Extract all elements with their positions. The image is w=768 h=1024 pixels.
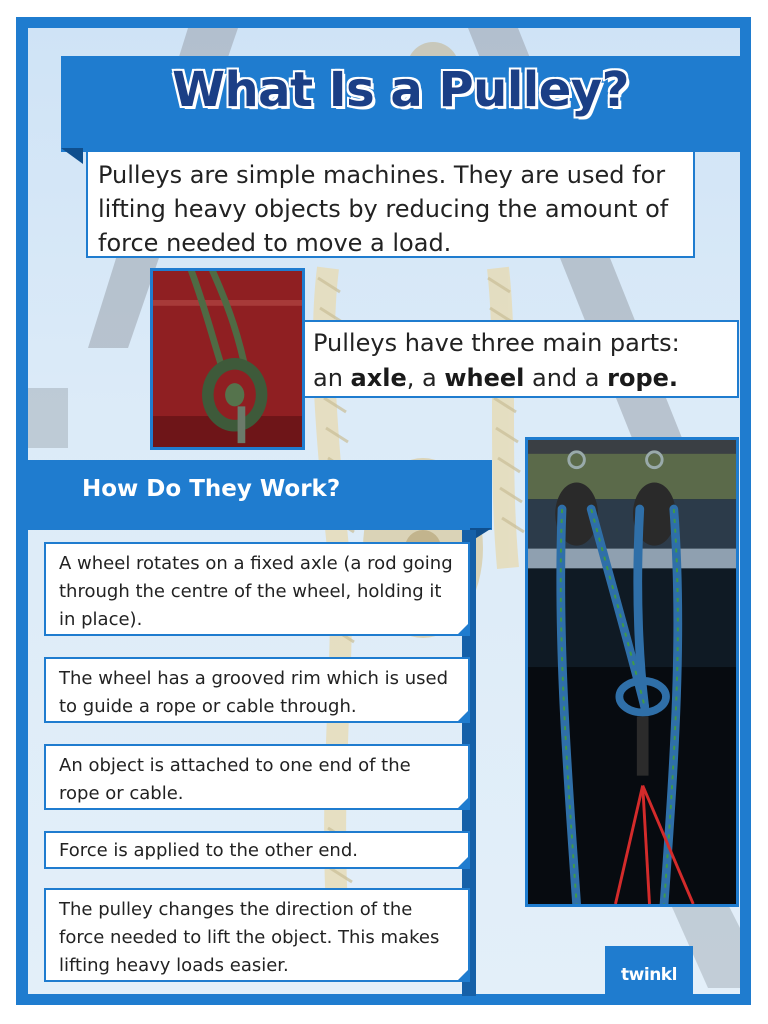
pulley-wheel-photo (150, 268, 305, 450)
how-heading: How Do They Work? (82, 476, 341, 502)
parts-axle: axle (350, 364, 407, 392)
parts-lead: Pulleys have three main parts: (313, 329, 680, 357)
parts-an: an (313, 364, 351, 392)
logo-text: twinkl (621, 965, 677, 985)
rope-pulley-photo (525, 437, 739, 907)
parts-rope: rope. (607, 364, 679, 392)
step-card: An object is attached to one end of the rope or cable. (44, 744, 470, 810)
step-card: A wheel rotates on a fixed axle (a rod going through the centre of the wheel, holding it in place). (44, 542, 470, 636)
page-title: What Is a Pulley? (172, 62, 629, 118)
intro-text-box: Pulleys are simple machines. They are used for lifting heavy objects by reducing the amount of force needed to move a load. (86, 150, 695, 258)
title-banner-fold (61, 148, 83, 164)
parts-comma-a: , a (406, 364, 445, 392)
step-card: Force is applied to the other end. (44, 831, 470, 869)
parts-wheel: wheel (444, 364, 525, 392)
parts-and-a: and a (524, 364, 608, 392)
step-card: The wheel has a grooved rim which is used to guide a rope or cable through. (44, 657, 470, 723)
step-card: The pulley changes the direction of the force needed to lift the object. This makes lifting heavy loads easier. (44, 888, 470, 982)
parts-text-box (303, 320, 739, 398)
twinkl-logo (605, 946, 693, 1004)
